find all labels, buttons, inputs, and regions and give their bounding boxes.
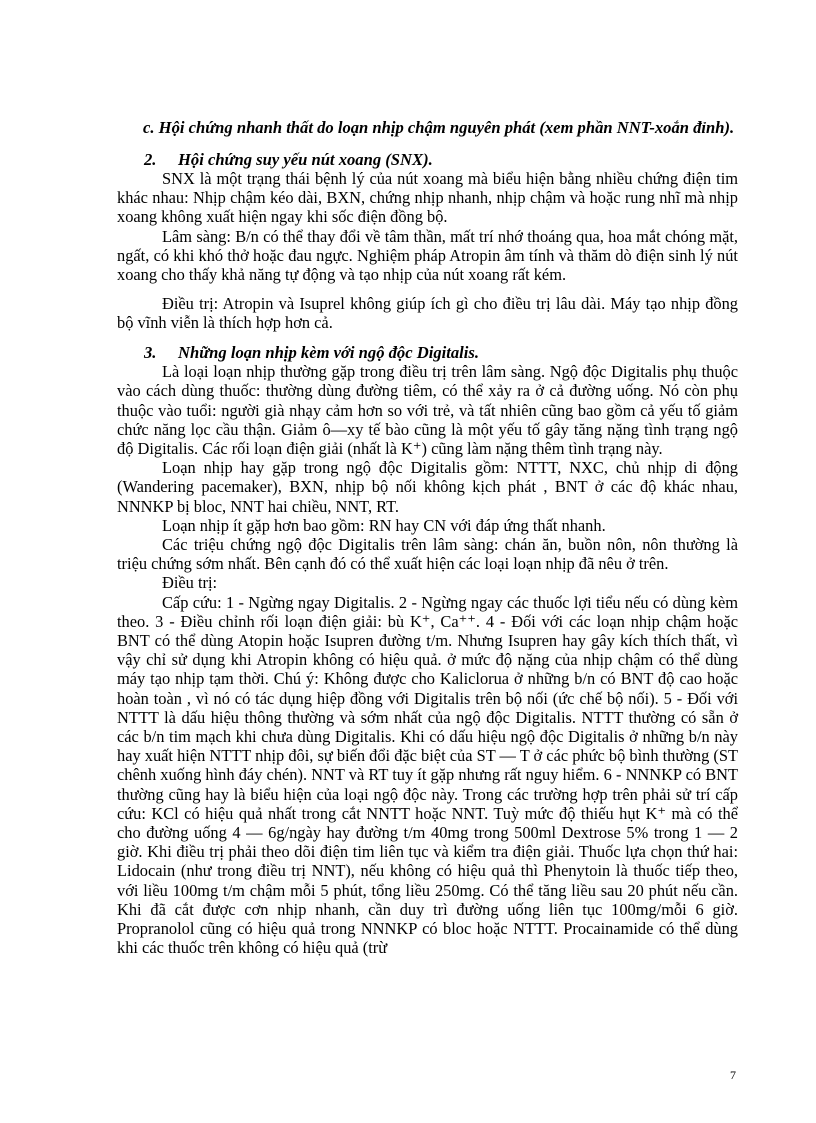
paragraph: Là loại loạn nhịp thường gặp trong điều trị trên lâm sàng. Ngộ độc Digitalis phụ thuộc vào cách dùng thuốc: thường dùng đường tiêm, có thể xảy ra ở cả đường uống. Nó còn phụ thuộc vào tuổi: người già nhạy cảm hơn so với trẻ, và tất nhiên cũng bao gồm cả yếu tố giảm chức năng lọc cầu thận. Giảm ô—xy tế bào cũng là một yếu tố gây tăng nặng tình trạng ngộ độ Digitalis. Các rối loạn điện giải (nhất là K⁺) cũng làm nặng thêm tình trạng này. [117, 362, 738, 458]
section-2-heading [117, 150, 738, 170]
page-number: 7 [730, 1068, 736, 1082]
section-3-title: Những loạn nhịp kèm với ngộ độc Digitalis. [178, 342, 479, 362]
paragraph: Điều trị: [162, 573, 218, 593]
paragraph: Lâm sàng: B/n có thể thay đổi về tâm thần, mất trí nhớ thoáng qua, hoa mắt chóng mặt, ngất, có khi khó thở hoặc đau ngực. Nghiệm pháp Atropin âm tính và thăm dò điện sinh lý nút xoang cho thấy khả năng tự động và tạo nhịp của nút xoang rất kém. [117, 226, 738, 285]
subheading-c: c. Hội chứng nhanh thất do loạn nhịp chậm nguyên phát (xem phần NNT-xoắn đỉnh). [143, 118, 735, 137]
paragraph: Cấp cứu: 1 - Ngừng ngay Digitalis. 2 - Ngừng ngay các thuốc lợi tiểu nếu có dùng kèm theo. 3 - Điều chỉnh rối loạn điện giải: bù K⁺, Ca⁺⁺. 4 - Đối với các loạn nhịp chậm hoặc BNT có thể dùng Atopin hoặc Isupren đường t/m. Nhưng Isupren hay gây kích thích thất, vì vậy chỉ sử dụng khi Atropin không có hiệu quả. ở mức độ nặng của nhịp chậm có thể dùng máy tạo nhịp tạm thời. Chú ý: Không được cho Kaliclorua ở những b/n có BNT độ cao hoặc hoàn toàn , vì nó có tác dụng hiệp đồng với Digitalis trên bộ nối (ức chế bộ nối). 5 - Đối với NTTT là dấu hiệu thông thường và sớm nhất của ngộ độc Digitalis. NTTT thường có sẵn ở các b/n tim mạch khi chưa dùng Digitalis. Khi có dấu hiệu ngộ độc Digitalis ở những b/n này hay xuất hiện NTTT nhịp đôi, sự biến đổi đặc biệt của ST — T ở các phức bộ bình thường (ST chênh xuống hình đáy chén). NNT và RT tuy ít gặp nhưng rất nguy hiểm. 6 - NNNKP có BNT thường cũng hay là biểu hiện của loại ngộ độc này. Trong các trường hợp trên phải sử trí cấp cứu: KCl có hiệu quả nhất trong cắt NNTT hoặc NNT. Tuỳ mức độ thiếu hụt K⁺ mà có thể cho đường uống 4 — 6g/ngày hay đường t/m 40mg trong 500ml Dextrose 5% trong 1 — 2 giờ. Khi điều trị phải theo dõi điện tim liên tục và kiểm tra điện giải. Thuốc lựa chọn thứ hai: Lidocain (như trong điều trị NNT), nếu không có hiệu quả thì Phenytoin là thuốc tiếp theo, với liều 100mg t/m chậm mỗi 5 phút, tổng liều 250mg. Có thể tăng liều sau 20 phút nếu cần. Khi đã cắt được cơn nhịp nhanh, cần duy trì đường uống liên tục 100mg/mỗi 6 giờ. Propranolol cũng có hiệu quả trong NNNKP có bloc hoặc NTTT. Procainamide có thể dùng khi các thuốc trên không có hiệu quả (trừ [117, 592, 738, 958]
section-2-title: Hội chứng suy yếu nút xoang (SNX). [178, 149, 433, 169]
document-page [117, 118, 738, 957]
paragraph: Các triệu chứng ngộ độc Digitalis trên lâm sàng: chán ăn, buồn nôn, nôn thường là triệu chứng sớm nhất. Bên cạnh đó có thể xuất hiện các loại loạn nhịp đã nêu ở trên. [117, 534, 738, 574]
section-2-number: 2. [144, 149, 157, 169]
section-3-heading [117, 343, 738, 363]
paragraph: SNX là một trạng thái bệnh lý của nút xoang mà biểu hiện bằng nhiều chứng điện tim khác nhau: Nhịp chậm kéo dài, BXN, chứng nhịp nhanh, nhịp chậm và hoặc rung nhĩ mà nhịp xoang không xuất hiện ngay khi sốc điện đồng bộ. [117, 169, 738, 227]
paragraph: Điều trị: Atropin và Isuprel không giúp ích gì cho điều trị lâu dài. Máy tạo nhịp đồng bộ vĩnh viễn là thích hợp hơn cả. [117, 294, 738, 333]
paragraph: Loạn nhịp ít gặp hơn bao gồm: RN hay CN với đáp ứng thất nhanh. [162, 515, 606, 535]
paragraph: Loạn nhịp hay gặp trong ngộ độc Digitalis gồm: NTTT, NXC, chủ nhịp di động (Wandering pacemaker), BXN, nhịp bộ nối không kịch phát , BNT ở các độ khác nhau, NNNKP bị bloc, NNT hai chiều, NNT, RT. [117, 458, 738, 516]
section-3-number: 3. [144, 342, 157, 362]
